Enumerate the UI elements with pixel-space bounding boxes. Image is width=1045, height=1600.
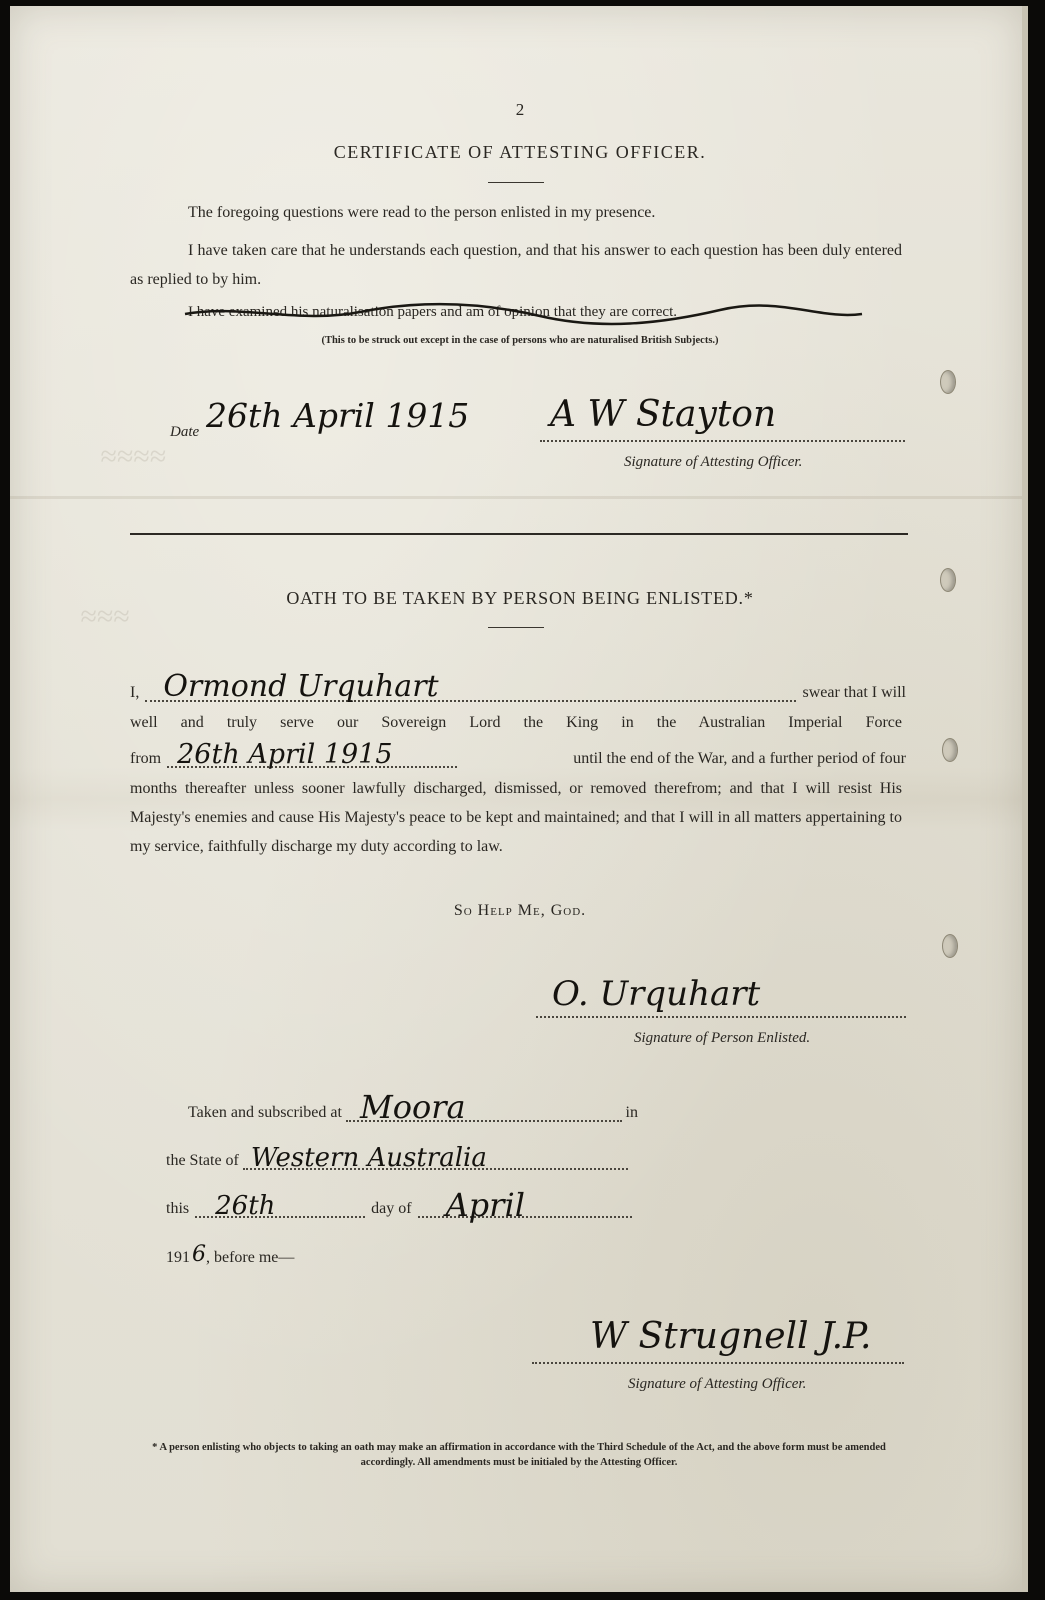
page-number: 2 [515,100,525,119]
state-field [243,1143,628,1173]
officer-signature-line [532,1362,904,1364]
year-prefix: 191 [166,1249,190,1266]
officer-signature-label: Signature of Attesting Officer. [628,1376,807,1392]
from-date-field [167,739,457,770]
punch-hole [942,738,958,762]
oath-title-underline [488,627,544,628]
day-of-label: day of [371,1200,412,1217]
officer-signature: W Strugnell J.P. [590,1316,872,1357]
day-field [195,1191,365,1221]
date-label: Date [170,424,200,440]
struck-out-naturalisation-text: I have examined his naturalisation papers and am of opinion that they are correct. [188,304,677,320]
date-line [166,1186,632,1224]
signature-label: Signature of Attesting Officer. [624,454,803,470]
enlisted-signature: O. Urquhart [552,974,761,1014]
strike-through-mark [180,300,870,326]
from-date-value: 26th April 1915 [177,739,393,770]
enlistee-name: Ormond Urquhart [163,669,439,704]
punch-hole [942,934,958,958]
enlisted-signature-line [536,1016,906,1018]
signature-line [540,440,905,442]
page-fold [10,496,1022,499]
oath-line-from [130,739,906,770]
this-label: this [166,1200,190,1217]
oath-body: months thereafter unless sooner lawfully discharged, dismissed, or removed therefrom; and that I will resist His Majesty's enemies and cause His Majesty's peace to be kept and maintained; and that I will in all matters appertaining to my service, faithfully discharge my duty according to law. [130,780,902,855]
footnote: * A person enlisting who objects to taking an oath may make an affirmation in accordance with the Third Schedule of the Act, and the above form must be amended accordingly. All amendments must be initialed by the Attesting Officer. [152,1442,886,1468]
place-field [346,1088,622,1126]
place-value: Moora [359,1088,466,1126]
month-field [418,1186,632,1224]
swear-text: swear that I will [802,684,906,701]
so-help-me-god: So Help Me, God. [453,902,587,919]
in-label: in [625,1104,638,1121]
year-value: 6 [192,1242,206,1267]
from-label: from [130,750,162,767]
bleed-through-mark: ≈≈≈≈ [100,440,166,473]
day-value: 26th [215,1191,276,1221]
title-underline [488,182,544,183]
attesting-officer-signature: A W Stayton [550,394,777,435]
oath-line-2: well and truly serve our Sovereign Lord the King in the Australian Imperial Force [130,714,902,731]
bleed-through-mark: ≈≈≈ [80,600,130,633]
oath-title: OATH TO BE TAKEN BY PERSON BEING ENLISTED.* [286,588,754,608]
date-value-handwritten: 26th April 1915 [206,396,470,435]
before-me: , before me— [206,1249,295,1266]
state-line [166,1143,632,1173]
year-line [166,1242,294,1267]
struck-out-note: (This to be struck out except in the case of persons who are naturalised British Subjects.) [321,335,719,346]
certificate-para-1: The foregoing questions were read to the person enlisted in my presence. [188,204,656,221]
certificate-title: CERTIFICATE OF ATTESTING OFFICER. [333,142,707,162]
taken-label: Taken and subscribed at [188,1104,342,1121]
oath-line-name [130,669,906,704]
state-value: Western Australia [250,1143,487,1173]
state-label: the State of [166,1152,239,1169]
subscribed-line [188,1088,638,1126]
punch-hole [940,370,956,394]
name-field [145,669,796,704]
enlisted-signature-label: Signature of Person Enlisted. [634,1030,811,1046]
until-text: until the end of the War, and a further period of four [573,750,906,767]
month-value: April [445,1186,525,1224]
section-divider [130,533,908,535]
certificate-para-2: I have taken care that he understands each question, and that his answer to each question has been duly entered as replied to by him. [130,242,902,288]
i-label: I, [130,684,140,701]
